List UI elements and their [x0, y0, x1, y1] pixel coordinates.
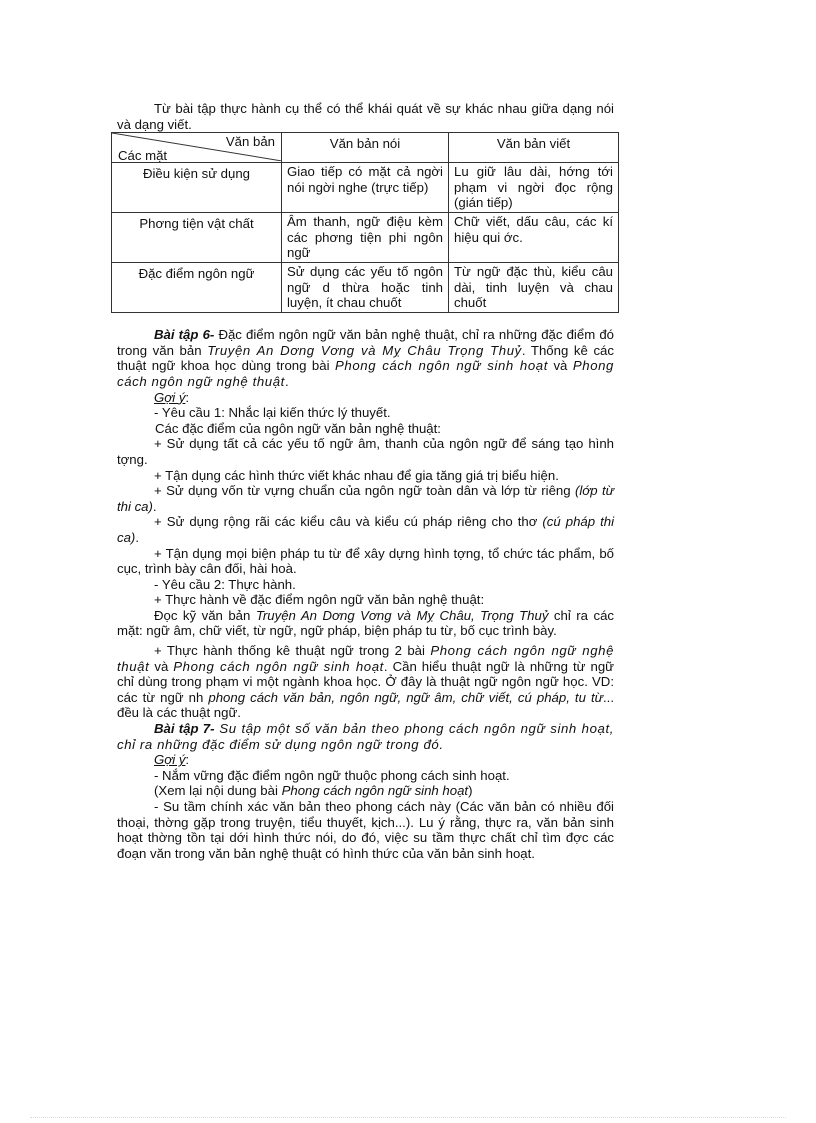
table-cell: Từ ngữ đặc thù, kiểu câu dài, tinh luyện và chau chuốt	[449, 263, 619, 313]
diagonal-corner-cell	[112, 133, 282, 163]
table-cell: Lu giữ lâu dài, hớng tới phạm vi ngời đọc rộng (gián tiếp)	[449, 163, 619, 213]
comparison-table	[111, 132, 619, 313]
list-item: + Thực hành về đặc điểm ngôn ngữ văn bản nghệ thuật:	[154, 592, 485, 608]
list-item: - Nắm vững đặc điểm ngôn ngữ thuộc phong cách sinh hoạt.	[154, 767, 510, 783]
table-cell: Giao tiếp có mặt cả ngời nói ngời nghe (trực tiếp)	[282, 163, 449, 213]
row-header: Phơng tiện vật chất	[112, 213, 282, 263]
exercise-6-label: Bài tập 6-	[154, 327, 215, 343]
list-item: - Su tầm chính xác văn bản theo phong cách này (Các văn bản có nhiều đối thoại, thờng gặp trong truyện, tiểu thuyết, kịch...). Lu ý rằng, thực ra, văn bản sinh hoạt thờng tồn tại dới hình thức nói, do đó, việc su tầm thực chất chỉ tìm đợc các đoạn văn trong văn bản nghệ thuật có hình thức của văn bản sinh hoạt.	[117, 799, 614, 861]
table-cell: Sử dụng các yếu tố ngôn ngữ d thừa hoặc tinh luyện, ít chau chuốt	[282, 263, 449, 313]
table-cell: Âm thanh, ngữ điệu kèm các phơng tiện phi ngôn ngữ	[282, 213, 449, 263]
page-bottom-border	[30, 1117, 786, 1118]
list-item: - Yêu cầu 2: Thực hành.	[154, 576, 296, 592]
list-item: + Sử dụng tất cả các yếu tố ngữ âm, thanh của ngôn ngữ để sáng tạo hình tợng.	[117, 436, 614, 467]
document-page	[117, 101, 614, 861]
table-row	[112, 263, 619, 313]
column-header-written: Văn bản viết	[449, 133, 619, 163]
list-item: + Tận dụng mọi biện pháp tu từ để xây dựng hình tợng, tổ chức tác phẩm, bố cục, trình bày cân đối, hài hoà.	[117, 545, 614, 577]
list-item: + Thực hành thống kê thuật ngữ trong 2 bài Phong cách ngôn ngữ nghệ thuật và Phong cách ngôn ngữ sinh hoạt. Cần hiểu thuật ngữ là những từ ngữ chỉ dùng trong phạm vi một ngành khoa học. Ở đây là thuật ngữ ngôn ngữ học. VD: các từ ngữ nh phong cách văn bản, ngôn ngữ, ngữ âm, chữ viết, cú pháp, tu từ... đều là các thuật ngữ.	[117, 643, 615, 721]
table-header-row	[112, 133, 619, 163]
table-cell: Chữ viết, dấu câu, các kí hiệu qui ớc.	[449, 213, 619, 263]
list-item: + Sử dụng rộng rãi các kiểu câu và kiểu cú pháp riêng cho thơ (cú pháp thi ca).	[117, 514, 615, 545]
corner-label-bottom: Các mặt	[118, 147, 168, 163]
list-item: Các đặc điểm của ngôn ngữ văn bản nghệ thuật:	[155, 420, 441, 436]
table-row	[112, 163, 619, 213]
table-row	[112, 213, 619, 263]
list-item: - Yêu cầu 1: Nhắc lại kiến thức lý thuyết.	[154, 405, 391, 421]
column-header-spoken: Văn bản nói	[282, 133, 449, 163]
list-item: + Tận dụng các hình thức viết khác nhau để gia tăng giá trị biểu hiện.	[154, 467, 559, 483]
exercise-6-paragraph: Bài tập 6- Đặc điểm ngôn ngữ văn bản nghệ thuật, chỉ ra những đặc điểm đó trong văn bản Truyện An Dơng Vơng và Mỵ Châu Trọng Thuỷ. Thống kê các thuật ngữ khoa học dùng trong bài Phong cách ngôn ngữ sinh hoạt và Phong cách ngôn ngữ nghệ thuật.	[117, 327, 614, 389]
list-item: + Sử dụng vốn từ vựng chuẩn của ngôn ngữ toàn dân và lớp từ riêng (lớp từ thi ca).	[117, 483, 614, 514]
list-item: Đọc kỹ văn bản Truyện An Dơng Vơng và Mỵ Châu, Trọng Thuỷ chỉ ra các mặt: ngữ âm, chữ viết, từ ngữ, ngữ pháp, biện pháp tu từ, bố cục trình bày.	[117, 607, 614, 639]
hint-heading: Gợi ý:	[154, 752, 190, 768]
hint-heading: Gợi ý:	[154, 389, 190, 405]
intro-paragraph: Từ bài tập thực hành cụ thể có thể khái quát về sự khác nhau giữa dạng nói và dạng viết.	[117, 101, 614, 132]
list-item: (Xem lại nội dung bài Phong cách ngôn ngữ sinh hoạt)	[154, 783, 473, 799]
corner-label-top: Văn bản	[225, 134, 275, 150]
row-header: Đặc điểm ngôn ngữ	[112, 263, 282, 313]
row-header: Điều kiện sử dụng	[112, 163, 282, 213]
exercise-7-label: Bài tập 7-	[154, 721, 215, 737]
exercise-7-paragraph: Bài tập 7- Su tập một số văn bản theo phong cách ngôn ngữ sinh hoạt, chỉ ra những đặc điểm sử dụng ngôn ngữ trong đó.	[117, 721, 615, 752]
